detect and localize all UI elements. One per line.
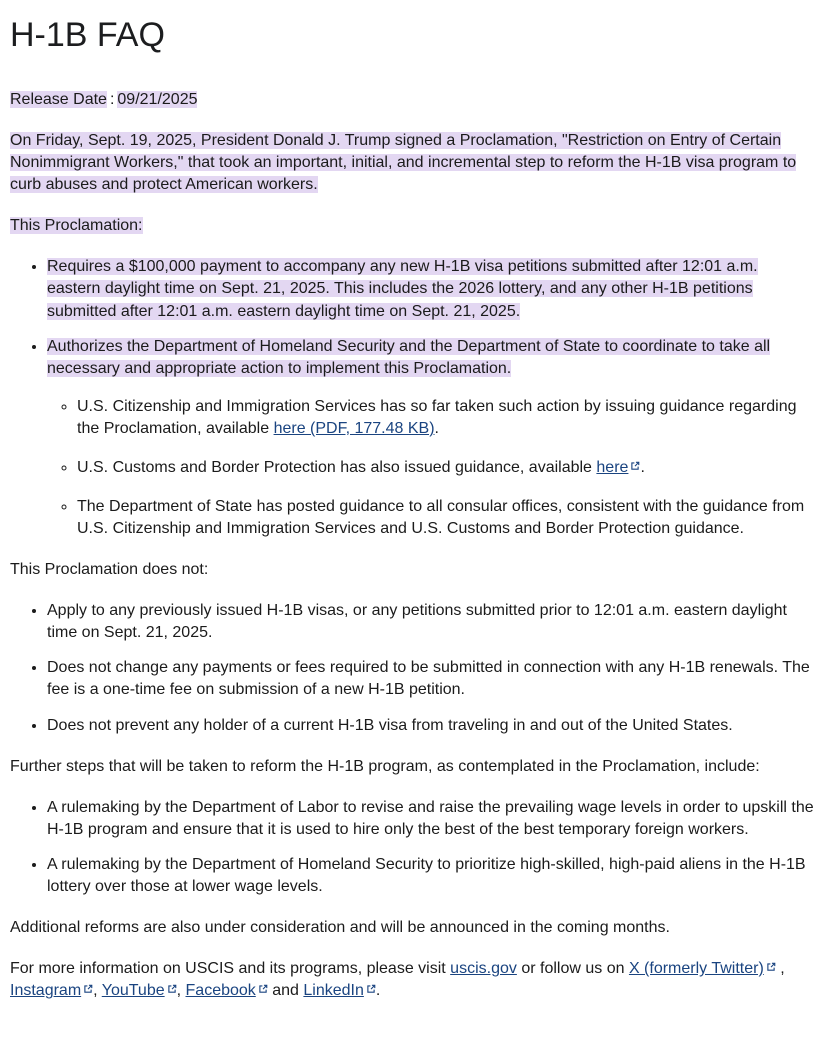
further-steps-list: [10, 797, 814, 898]
list-item: [47, 854, 814, 898]
list-item: [47, 797, 814, 841]
release-date-separator: :: [109, 91, 115, 108]
instagram-link[interactable]: Instagram: [10, 982, 82, 1000]
linkedin-link[interactable]: LinkedIn: [303, 982, 364, 1000]
cbp-guidance-text-end: .: [640, 458, 645, 476]
proclamation-bullet-1-text: Requires a $100,000 payment to accompany any new H-1B visa petitions submitted after 12:01 a.m. eastern daylight time on Sept. 21, 2025. This includes the 2026 lottery, and any other H-1B petitions submitted after 12:01 a.m. eastern daylight time on Sept. 21, 2025.: [47, 258, 758, 320]
list-item: [47, 256, 814, 322]
intro-text: On Friday, Sept. 19, 2025, President Donald J. Trump signed a Proclamation, "Restriction on Entry of Certain Nonimmigrant Workers," that took an important, initial, and incremental step to reform the H-1B visa program to curb abuses and protect American workers.: [10, 132, 797, 194]
x-twitter-link[interactable]: X (formerly Twitter): [628, 960, 764, 978]
list-item: [77, 457, 814, 479]
cbp-guidance-link[interactable]: here: [596, 458, 629, 476]
uscis-guidance-text: U.S. Citizenship and Immigration Services has so far taken such action by issuing guidance regarding the Proclamation, available: [77, 397, 797, 437]
proclamation-bullet-2-text: Authorizes the Department of Homeland Security and the Department of State to coordinate to take all necessary and appropriate action to implement this Proclamation.: [47, 337, 771, 377]
page-title: H-1B FAQ: [10, 16, 165, 54]
proclamation-heading-text: This Proclamation:: [10, 217, 143, 235]
uscis-gov-link[interactable]: uscis.gov: [450, 960, 517, 978]
list-item: [47, 715, 814, 737]
external-link-icon: [766, 962, 776, 972]
list-item: [77, 496, 814, 540]
more-info-text-2: or follow us on: [516, 960, 629, 978]
more-info-text-3: ,: [775, 960, 785, 978]
proclamation-heading: [10, 215, 814, 237]
uscis-guidance-pdf-link[interactable]: here (PDF, 177.48 KB): [273, 419, 435, 437]
does-not-bullet-1: Apply to any previously issued H-1B visas, or any petitions submitted prior to 12:01 a.m. eastern daylight time on Sept. 21, 2025.: [47, 602, 787, 642]
dos-guidance-text: The Department of State has posted guidance to all consular offices, consistent with the guidance from U.S. Citizenship and Immigration Services and U.S. Customs and Border Protection guidance.: [77, 498, 805, 538]
more-info-text-1: For more information on USCIS and its programs, please visit: [10, 960, 451, 978]
further-steps-heading: Further steps that will be taken to reform the H-1B program, as contemplated in the Proclamation, include:: [10, 757, 760, 775]
additional-reforms-paragraph: Additional reforms are also under consideration and will be announced in the coming months.: [10, 919, 670, 937]
cbp-guidance-text: U.S. Customs and Border Protection has also issued guidance, available: [77, 458, 597, 476]
release-date-line: [10, 89, 814, 111]
external-link-icon: [258, 984, 268, 994]
more-info-text-7: .: [375, 982, 381, 1000]
more-info-text-5: ,: [176, 982, 186, 1000]
list-item: [77, 396, 814, 440]
does-not-list: [10, 600, 814, 736]
guidance-sublist: [47, 396, 814, 540]
release-date-value: 09/21/2025: [117, 91, 198, 108]
more-info-paragraph: [10, 958, 814, 1002]
intro-paragraph: [10, 130, 814, 196]
youtube-link[interactable]: YouTube: [101, 982, 165, 1000]
external-link-icon: [83, 984, 93, 994]
external-link-icon: [167, 984, 177, 994]
list-item: [47, 336, 814, 541]
further-steps-bullet-2: A rulemaking by the Department of Homeland Security to prioritize high-skilled, high-paid aliens in the H-1B lottery over those at lower wage levels.: [47, 855, 806, 895]
more-info-text-4: ,: [93, 982, 102, 1000]
does-not-bullet-2: Does not change any payments or fees required to be submitted in connection with any H-1B renewals. The fee is a one-time fee on submission of a new H-1B petition.: [47, 659, 810, 699]
further-steps-bullet-1: A rulemaking by the Department of Labor to revise and raise the prevailing wage levels in order to upskill the H-1B program and ensure that it is used to hire only the best of the best temporary foreign workers.: [47, 798, 814, 838]
list-item: [47, 657, 814, 701]
uscis-guidance-text-end: .: [434, 419, 439, 437]
more-info-text-6: and: [267, 982, 304, 1000]
list-item: [47, 600, 814, 644]
facebook-link[interactable]: Facebook: [185, 982, 256, 1000]
does-not-heading: This Proclamation does not:: [10, 561, 209, 579]
release-date-label: Release Date: [10, 91, 107, 108]
external-link-icon: [630, 461, 640, 471]
proclamation-list: [10, 256, 814, 540]
external-link-icon: [366, 984, 376, 994]
does-not-bullet-3: Does not prevent any holder of a current H-1B visa from traveling in and out of the United States.: [47, 716, 733, 734]
